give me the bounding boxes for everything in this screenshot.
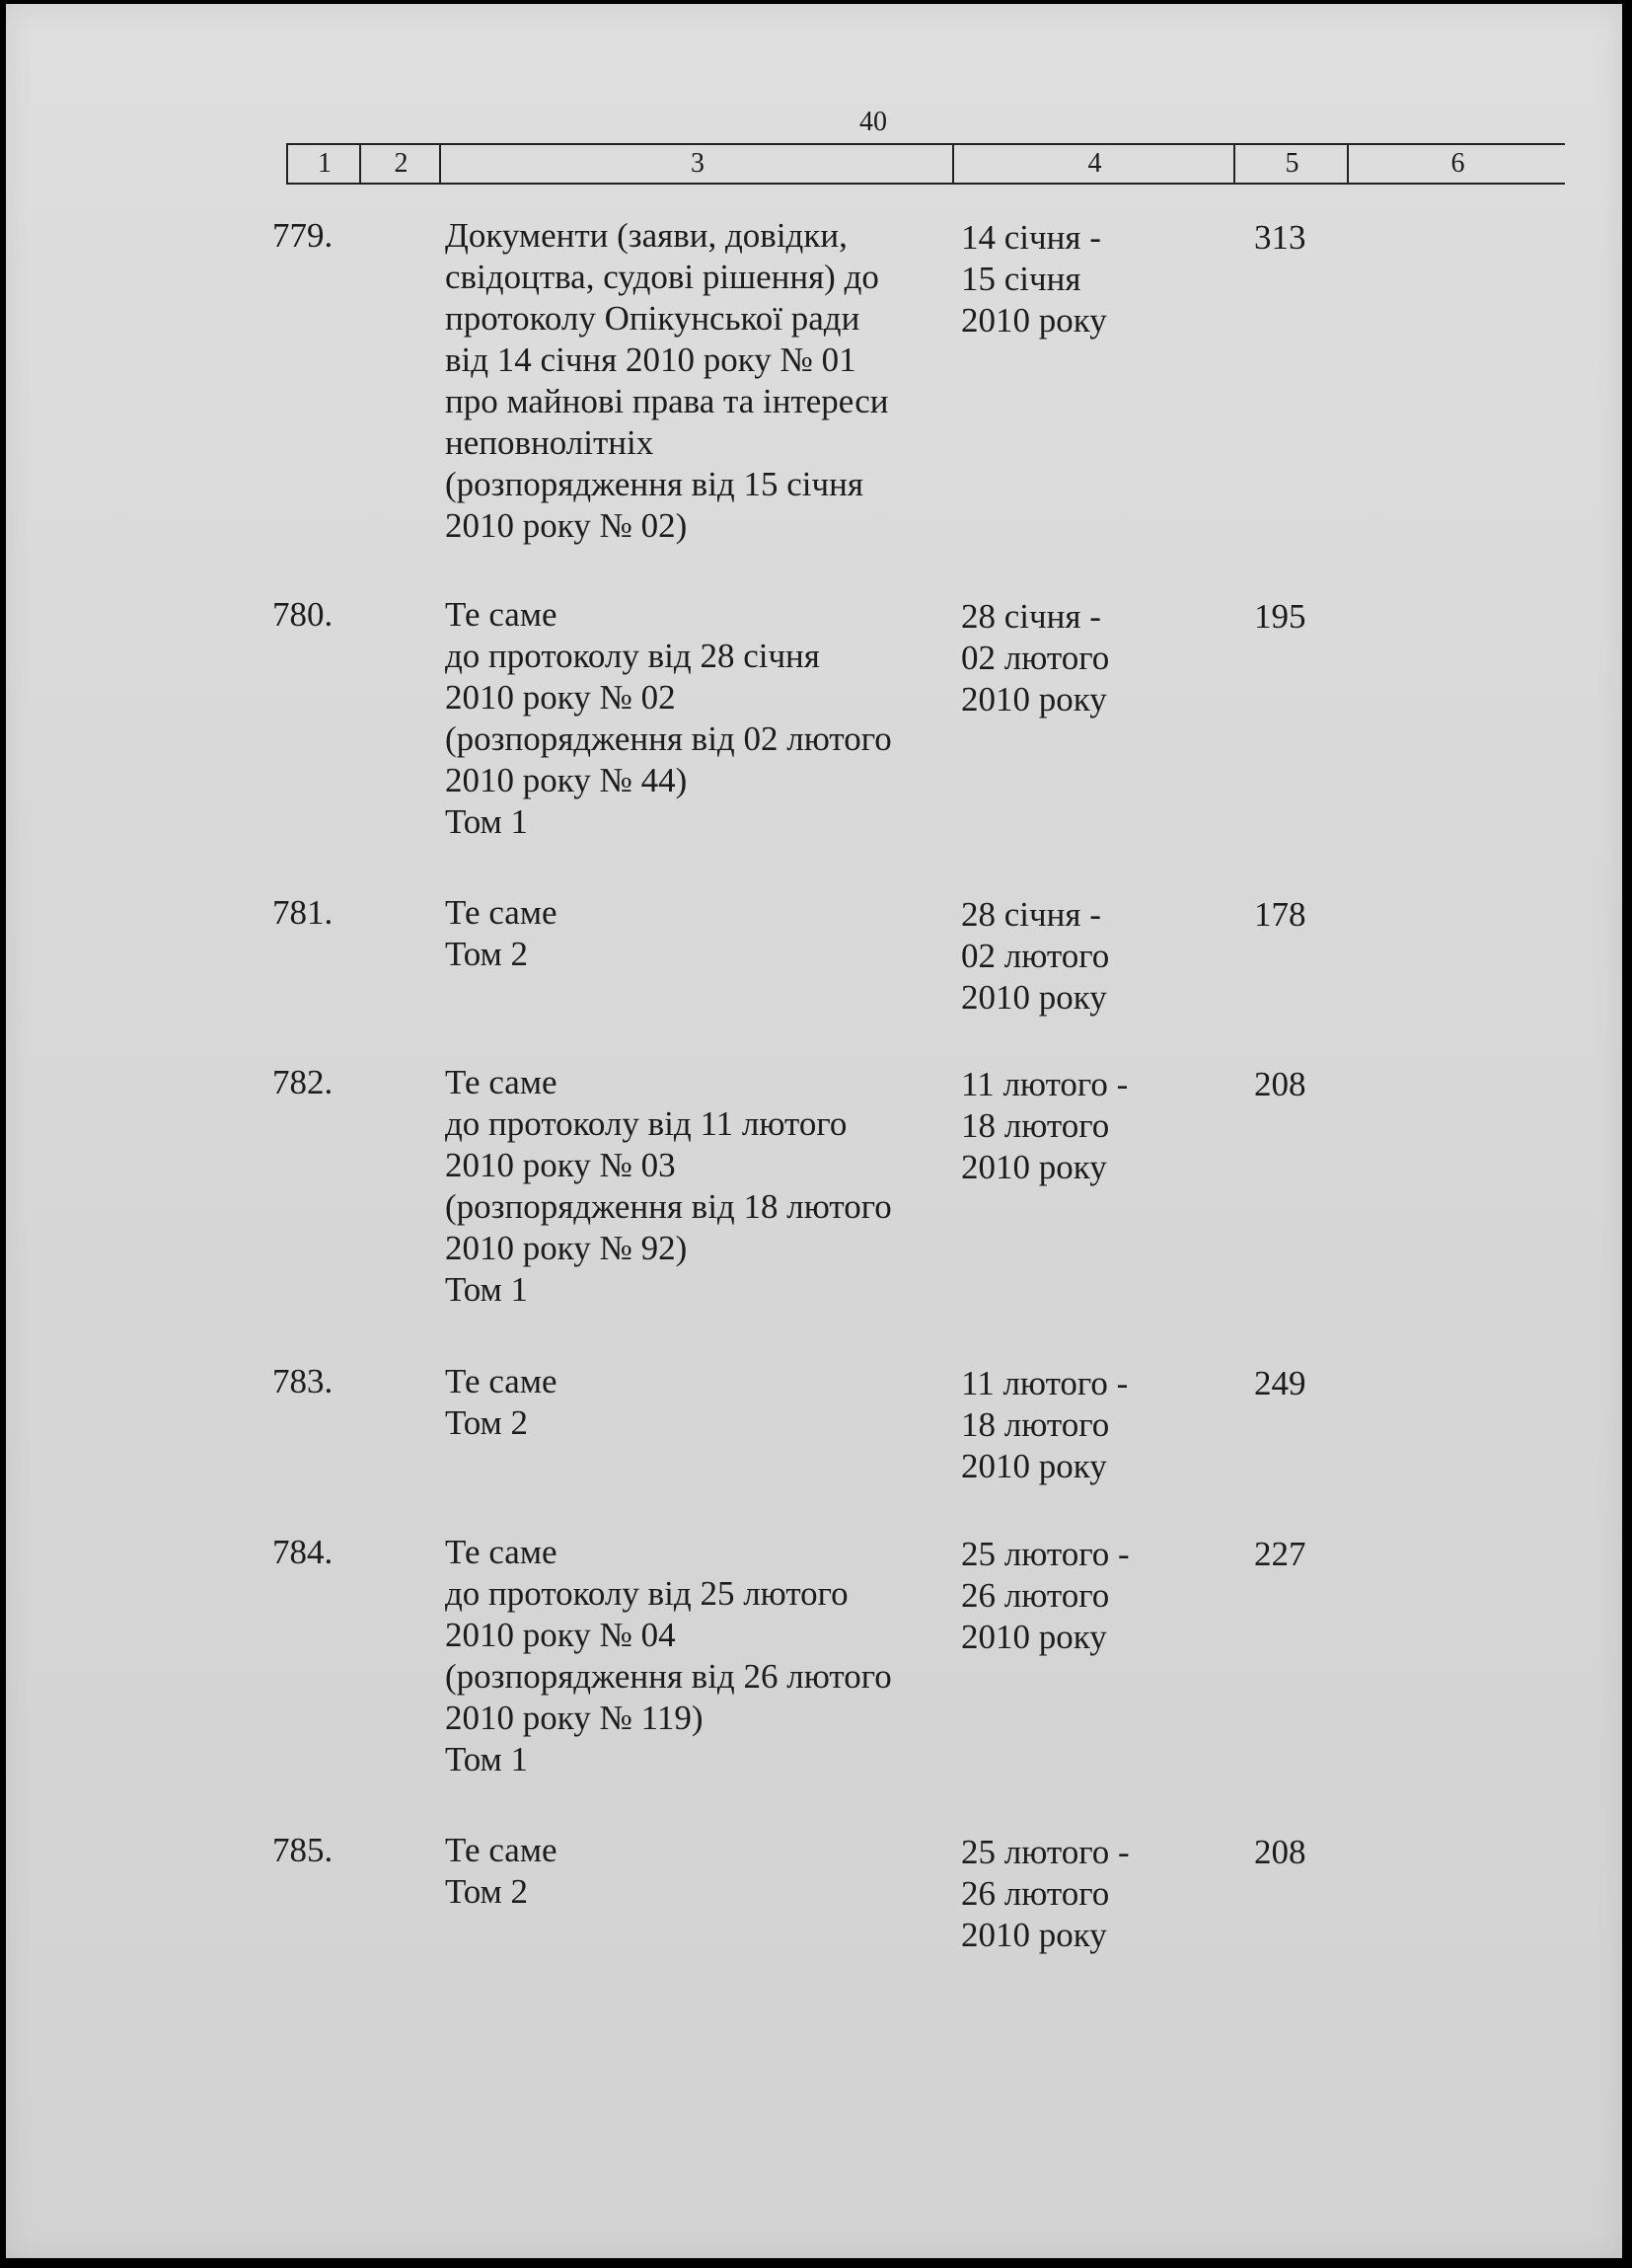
column-header-1: 1 <box>286 145 361 183</box>
description-line: про майнові права та інтереси <box>445 382 889 420</box>
description-line: Документи (заяви, довідки, <box>445 216 848 255</box>
entry-number: 782. <box>272 1063 334 1101</box>
entry-number: 780. <box>272 595 334 634</box>
date-line: 28 січня - <box>961 597 1101 636</box>
description-line: Том 1 <box>445 1740 528 1778</box>
date-line: 26 лютого <box>961 1576 1110 1615</box>
entry-description <box>445 1830 938 1913</box>
entry-dates <box>961 1534 1178 1658</box>
entry-sheet-count: 208 <box>1254 1065 1306 1103</box>
column-header-2: 2 <box>359 145 441 183</box>
column-header-6: 6 <box>1347 145 1567 183</box>
description-line: 2010 року № 02 <box>445 678 676 717</box>
description-line: (розпорядження від 02 лютого <box>445 719 892 758</box>
document-page <box>6 4 1622 2258</box>
date-line: 2010 року <box>961 1148 1107 1186</box>
date-line: 2010 року <box>961 301 1107 340</box>
entry-number: 784. <box>272 1533 334 1571</box>
description-line: 2010 року № 92) <box>445 1229 688 1267</box>
page-number: 40 <box>859 107 887 137</box>
date-line: 2010 року <box>961 1618 1107 1656</box>
description-line: 2010 року № 04 <box>445 1616 676 1654</box>
description-line: до протоколу від 11 лютого <box>445 1104 848 1143</box>
date-line: 18 лютого <box>961 1106 1110 1145</box>
description-line: Том 2 <box>445 1872 528 1911</box>
description-line: 2010 року № 119) <box>445 1699 704 1737</box>
date-line: 25 лютого - <box>961 1833 1130 1871</box>
date-line: 15 січня <box>961 260 1081 298</box>
entry-dates <box>961 596 1178 720</box>
description-line: свідоцтва, судові рішення) до <box>445 258 879 296</box>
description-line: Те саме <box>445 1831 557 1869</box>
entry-number: 785. <box>272 1831 334 1869</box>
entry-dates <box>961 1064 1178 1188</box>
description-line: Те саме <box>445 1362 557 1400</box>
entry-sheet-count: 208 <box>1254 1833 1306 1871</box>
entry-sheet-count: 195 <box>1254 597 1306 636</box>
description-line: Те саме <box>445 595 557 634</box>
description-line: Том 2 <box>445 1403 528 1442</box>
entry-sheet-count: 227 <box>1254 1535 1306 1573</box>
description-line: (розпорядження від 15 січня <box>445 465 863 503</box>
date-line: 02 лютого <box>961 937 1110 975</box>
description-line: до протоколу від 28 січня <box>445 637 820 675</box>
date-line: 2010 року <box>961 978 1107 1017</box>
description-line: Том 2 <box>445 935 528 973</box>
column-header-5: 5 <box>1233 145 1349 183</box>
description-line: Том 1 <box>445 802 528 841</box>
date-line: 26 лютого <box>961 1874 1110 1913</box>
column-header-4: 4 <box>952 145 1235 183</box>
description-line: Том 1 <box>445 1270 528 1309</box>
entry-sheet-count: 313 <box>1254 218 1306 257</box>
date-line: 28 січня - <box>961 895 1101 934</box>
description-line: (розпорядження від 26 лютого <box>445 1657 892 1696</box>
entry-number: 781. <box>272 893 334 932</box>
description-line: Те саме <box>445 1063 557 1101</box>
entry-dates <box>961 1832 1178 1956</box>
entry-sheet-count: 249 <box>1254 1364 1306 1402</box>
description-line: (розпорядження від 18 лютого <box>445 1187 892 1226</box>
date-line: 11 лютого - <box>961 1364 1129 1402</box>
entry-description <box>445 1062 938 1311</box>
description-line: протоколу Опікунської ради <box>445 299 860 338</box>
date-line: 11 лютого - <box>961 1065 1129 1103</box>
date-line: 25 лютого - <box>961 1535 1130 1573</box>
date-line: 2010 року <box>961 1916 1107 1954</box>
entry-dates <box>961 1363 1178 1487</box>
entry-description <box>445 215 938 547</box>
entry-description <box>445 594 938 843</box>
entry-dates <box>961 217 1178 341</box>
entry-sheet-count: 178 <box>1254 895 1306 934</box>
date-line: 02 лютого <box>961 639 1110 677</box>
description-line: 2010 року № 02) <box>445 506 688 545</box>
description-line: до протоколу від 25 лютого <box>445 1574 849 1613</box>
column-header-3: 3 <box>439 145 954 183</box>
entry-number: 783. <box>272 1362 334 1400</box>
description-line: від 14 січня 2010 року № 01 <box>445 340 856 379</box>
entry-description <box>445 1532 938 1780</box>
description-line: Те саме <box>445 1533 557 1571</box>
entry-description <box>445 1361 938 1444</box>
entry-description <box>445 892 938 975</box>
description-line: неповнолітніх <box>445 423 654 462</box>
date-line: 18 лютого <box>961 1405 1110 1444</box>
date-line: 2010 року <box>961 680 1107 718</box>
description-line: Те саме <box>445 893 557 932</box>
column-header-row <box>286 143 1565 185</box>
description-line: 2010 року № 44) <box>445 761 688 799</box>
entry-number: 779. <box>272 216 334 255</box>
entry-dates <box>961 894 1178 1019</box>
date-line: 14 січня - <box>961 218 1101 257</box>
description-line: 2010 року № 03 <box>445 1146 676 1184</box>
date-line: 2010 року <box>961 1447 1107 1485</box>
